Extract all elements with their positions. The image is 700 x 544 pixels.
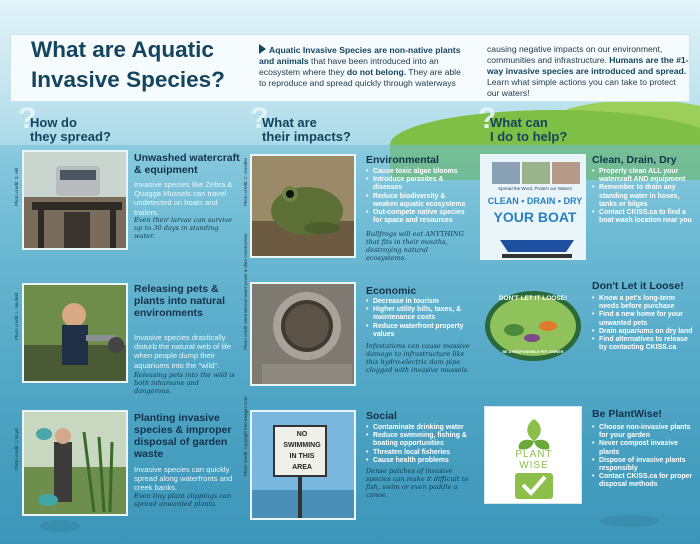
item-text: Invasive species can quickly spread along waterfronts and creek banks. bbox=[134, 465, 233, 493]
item-heading: Unwashed watercraft & equipment bbox=[134, 152, 240, 176]
dont-let-it-loose-badge bbox=[484, 290, 582, 362]
sign-line: NO bbox=[296, 431, 308, 438]
fish-silhouette bbox=[40, 520, 80, 532]
title-line: What are Aquatic bbox=[31, 37, 214, 62]
heading-line: I do to bbox=[490, 129, 533, 144]
intro-text: They are able to reproduce and spread quickly through waterways causing negative impacts on our environment, communities and infrastructure. bbox=[259, 44, 663, 88]
garden-photo bbox=[22, 410, 128, 516]
bullet-item: • Dispose of invasive plants responsibly bbox=[592, 457, 696, 473]
heading-line: What can bbox=[490, 115, 548, 130]
photo-credit: Photo credit: J. Boyd bbox=[14, 428, 19, 470]
logo-line: PLANT bbox=[515, 449, 553, 460]
bullet-item: • Introduce parasites & diseases bbox=[366, 176, 470, 192]
bullet-item: • Drain aquariums on dry land bbox=[592, 328, 696, 336]
item-heading: Social bbox=[366, 410, 397, 422]
plantwise-logo bbox=[484, 406, 582, 504]
handwritten-note: Even tiny plant clippings can spread unwanted plants. bbox=[134, 492, 232, 508]
poster-text: YOUR BOAT bbox=[493, 209, 577, 225]
intro-text: Learn what simple actions you can take to protect our waters! bbox=[487, 77, 676, 98]
heading-line: What are bbox=[262, 115, 317, 130]
bullet-list bbox=[366, 168, 470, 225]
heading-bold: impacts? bbox=[293, 129, 351, 144]
bullet-list bbox=[592, 424, 696, 490]
bullet-item: • Find a new home for your unwanted pets bbox=[592, 311, 696, 327]
item-text: Invasive species drastically disturb the natural web of life when people dump their aquariums into the "wild". bbox=[134, 333, 232, 370]
bullet-item: • Out-compete native species for space and resources bbox=[366, 209, 470, 225]
logo-text bbox=[485, 449, 583, 471]
bullet-item: • Never compost invasive plants bbox=[592, 440, 696, 456]
handwritten-note: Dense patches of invasive species can make it difficult to fish, swim or even paddle a canoe. bbox=[366, 467, 469, 499]
intro-bold: Aquatic Invasive Species are non-native plants bbox=[269, 45, 461, 55]
photo-credit: Photo credit: C. Gosden bbox=[243, 157, 248, 206]
bullet-list bbox=[366, 298, 470, 339]
question-mark-icon: ? bbox=[478, 102, 497, 135]
boat-trailer-photo bbox=[22, 150, 128, 250]
heading-bold: help? bbox=[532, 129, 568, 144]
item-heading: Be PlantWise! bbox=[592, 408, 662, 420]
person-pond-photo bbox=[22, 283, 128, 383]
item-heading: Releasing pets & plants into natural environments bbox=[134, 283, 226, 319]
handwritten-note: Even their larvae can survive up to 30 days in standing water. bbox=[134, 216, 232, 240]
column-heading-spread bbox=[18, 102, 111, 144]
bullet-item: • Reduce waterfront property values bbox=[366, 323, 470, 339]
intro-bold: do not belong. bbox=[346, 67, 407, 77]
item-heading: Clean, Drain, Dry bbox=[592, 154, 677, 166]
bullet-item: • Contact CKISS.ca to find a boat wash location near you bbox=[592, 209, 696, 225]
sign-line: IN THIS bbox=[289, 453, 315, 460]
bullet-item: • Properly clean ALL your watercraft AND equipment bbox=[592, 168, 696, 184]
bullfrog-photo bbox=[250, 154, 356, 258]
no-swimming-sign-photo bbox=[250, 410, 356, 520]
poster-text: Spread the Word, Protect our Waters bbox=[498, 186, 572, 191]
item-heading: Don't Let it Loose! bbox=[592, 280, 684, 292]
intro-bold: and animals bbox=[259, 56, 309, 66]
bullet-list bbox=[592, 295, 696, 352]
column-heading-help bbox=[478, 102, 568, 144]
question-mark-icon: ? bbox=[18, 102, 37, 135]
badge-text: DON'T LET IT LOOSE! bbox=[498, 295, 568, 302]
clogged-pipe-photo bbox=[250, 282, 356, 386]
heading-line: How do bbox=[30, 115, 77, 130]
bullet-item: • Higher utility bills, taxes, & maintenance costs bbox=[366, 306, 470, 322]
question-mark-icon: ? bbox=[250, 102, 269, 135]
bullet-list bbox=[366, 424, 470, 465]
bullet-item: • Contaminate drinking water bbox=[366, 424, 470, 432]
sign-text bbox=[276, 429, 328, 473]
handwritten-note: Bullfrogs will eat ANYTHING that fits in their mouths, destroying natural ecosystems. bbox=[366, 230, 464, 262]
bullet-item: • Cause toxic algae blooms bbox=[366, 168, 470, 176]
bullet-item: • Remember to drain any standing water in hoses, tanks or bilges bbox=[592, 184, 696, 209]
item-text: Invasive species like Zebra & Quagga Mussels can travel undetected on boats and trailers. bbox=[134, 180, 233, 217]
heading-bold: spread? bbox=[60, 129, 111, 144]
badge-text: BE A RESPONSIBLE PET OWNER bbox=[502, 350, 564, 354]
bullet-list bbox=[592, 168, 696, 225]
sign-line: SWIMMING bbox=[283, 442, 321, 449]
bullet-item: • Contact CKISS.ca for proper disposal methods bbox=[592, 473, 696, 489]
handwritten-note: Releasing pets into the wild is both inhumane and dangerous. bbox=[134, 371, 235, 395]
handwritten-note: Infestations can cause massive damage to infrastructure like this hydro-electric dam pipe clogged with invasive mussels. bbox=[366, 342, 470, 374]
intro-bold: Humans are the #1-way invasive species are introduced and spread. bbox=[487, 55, 689, 76]
logo-line: WISE bbox=[519, 460, 549, 471]
bullet-item: • Find alternatives to release by contacting CKISS.ca bbox=[592, 336, 696, 352]
bullet-item: • Choose non-invasive plants for your garden bbox=[592, 424, 696, 440]
bullet-item: • Threaten local fisheries bbox=[366, 449, 470, 457]
clean-drain-dry-poster bbox=[480, 154, 586, 260]
fish-silhouette bbox=[600, 515, 660, 527]
heading-line: their bbox=[262, 129, 294, 144]
header-panel bbox=[10, 34, 690, 102]
intro-text: that have been introduced into an ecosystem where they bbox=[259, 56, 439, 77]
photo-credit: Photo credit: international water power & dam construction bbox=[243, 233, 248, 350]
bullet-item: • Reduce swimming, fishing & boating opportunities bbox=[366, 432, 470, 448]
title-line: Invasive Species? bbox=[31, 67, 225, 92]
arrow-icon bbox=[259, 44, 266, 54]
bullet-item: • Reduce biodiversity & weaken aquatic ecosystems bbox=[366, 193, 470, 209]
item-heading: Planting invasive species & improper disposal of garden waste bbox=[134, 412, 232, 460]
photo-credit: Photo credit: copyright free-images.com bbox=[243, 396, 248, 476]
item-heading: Economic bbox=[366, 285, 417, 297]
page-title bbox=[31, 35, 261, 95]
photo-credit: Photo credit: L. Neufeld bbox=[14, 292, 19, 340]
column-heading-impacts bbox=[250, 102, 351, 144]
sign-line: AREA bbox=[292, 464, 312, 471]
bullet-item: • Decrease in tourism bbox=[366, 298, 470, 306]
item-heading: Environmental bbox=[366, 154, 439, 166]
poster-text: CLEAN • DRAIN • DRY bbox=[487, 196, 583, 206]
photo-credit: Photo credit: S. Hill bbox=[14, 167, 19, 206]
heading-line: they bbox=[30, 129, 61, 144]
bullet-item: • Know a pet's long-term needs before purchase bbox=[592, 295, 696, 311]
bullet-item: • Cause health problems bbox=[366, 457, 470, 465]
intro-paragraph bbox=[259, 44, 689, 99]
